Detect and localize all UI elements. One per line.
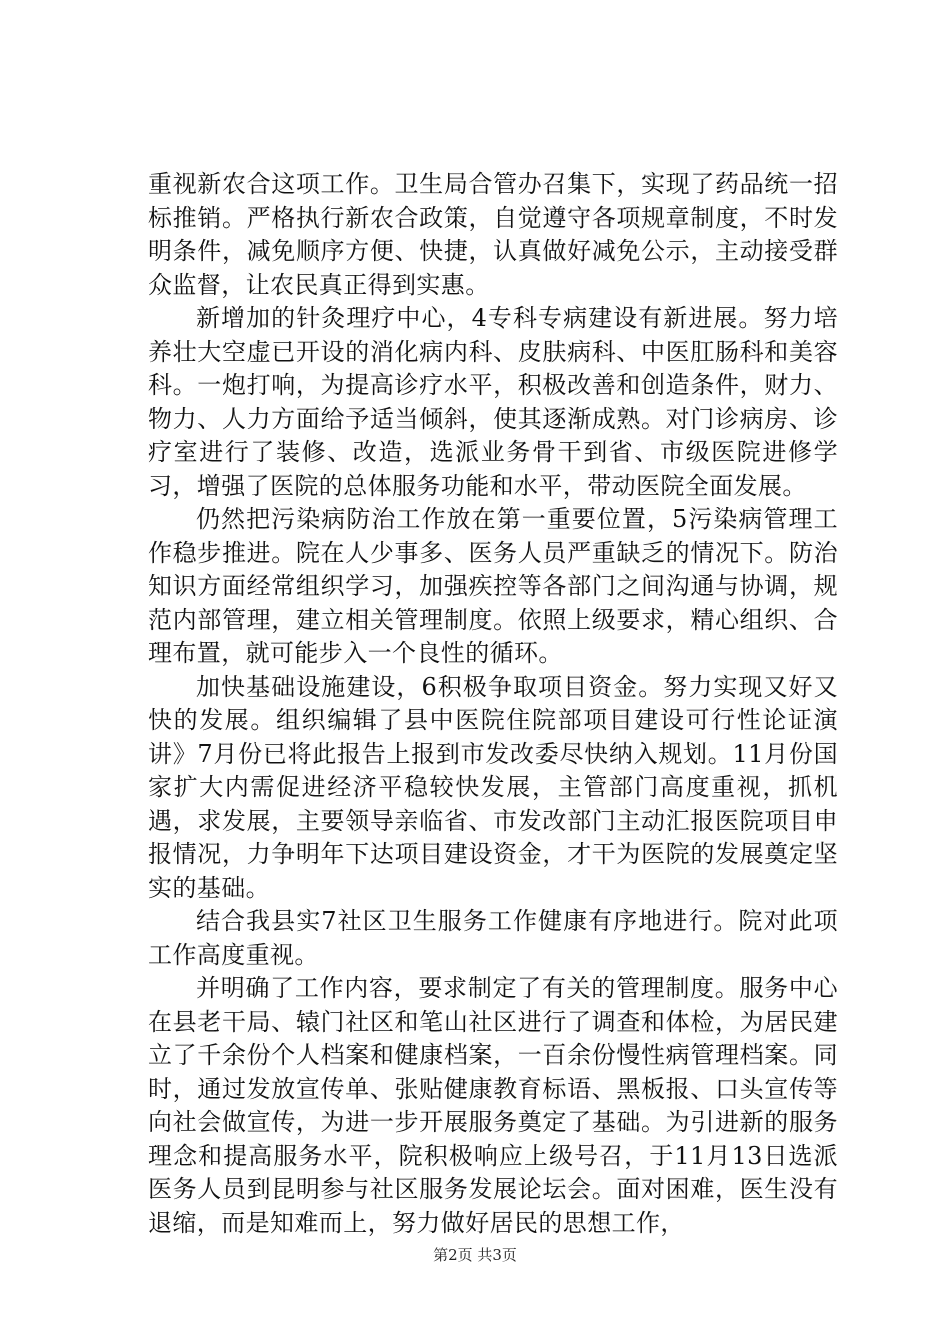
paragraph-4: 加快基础设施建设，6积极争取项目资金。努力实现又好又快的发展。组织编辑了县中医院住院部项目建设可行性论证演讲》7月份已将此报告上报到市发改委尽快纳入规划。11月份国家扩大内需促进经济平稳较快发展，主管部门高度重视，抓机遇，求发展，主要领导亲临省、市发改部门主动汇报医院项目申报情况，力争明年下达项目建设资金，才干为医院的发展奠定坚实的基础。 [148,672,838,902]
paragraph-5: 结合我县实7社区卫生服务工作健康有序地进行。院对此项工作高度重视。 [148,907,838,969]
document-body [148,168,838,1240]
paragraph-2: 新增加的针灸理疗中心，4专科专病建设有新进展。努力培养壮大空虚已开设的消化病内科、皮肤病科、中医肛肠科和美容科。一炮打响，为提高诊疗水平，积极改善和创造条件，财力、物力、人力方面给予适当倾斜，使其逐渐成熟。对门诊病房、诊疗室进行了装修、改造，选派业务骨干到省、市级医院进修学习，增强了医院的总体服务功能和水平，带动医院全面发展。 [148,304,838,500]
page-number-footer: 第2页 共3页 [433,1246,517,1264]
paragraph-6: 并明确了工作内容，要求制定了有关的管理制度。服务中心在县老干局、辕门社区和笔山社区进行了调查和体检，为居民建立了千余份个人档案和健康档案，一百余份慢性病管理档案。同时，通过发放宣传单、张贴健康教育标语、黑板报、口头宣传等向社会做宣传，为进一步开展服务奠定了基础。为引进新的服务理念和提高服务水平，院积极响应上级号召，于11月13日选派医务人员到昆明参与社区服务发展论坛会。面对困难，医生没有退缩，而是知难而上，努力做好居民的思想工作， [148,974,838,1237]
paragraph-1: 重视新农合这项工作。卫生局合管办召集下，实现了药品统一招标推销。严格执行新农合政策，自觉遵守各项规章制度，不时发明条件，减免顺序方便、快捷，认真做好减免公示，主动接受群众监督，让农民真正得到实惠。 [148,170,838,299]
paragraph-3: 仍然把污染病防治工作放在第一重要位置，5污染病管理工作稳步推进。院在人少事多、医务人员严重缺乏的情况下。防治知识方面经常组织学习，加强疾控等各部门之间沟通与协调，规范内部管理，建立相关管理制度。依照上级要求，精心组织、合理布置，就可能步入一个良性的循环。 [148,505,838,667]
